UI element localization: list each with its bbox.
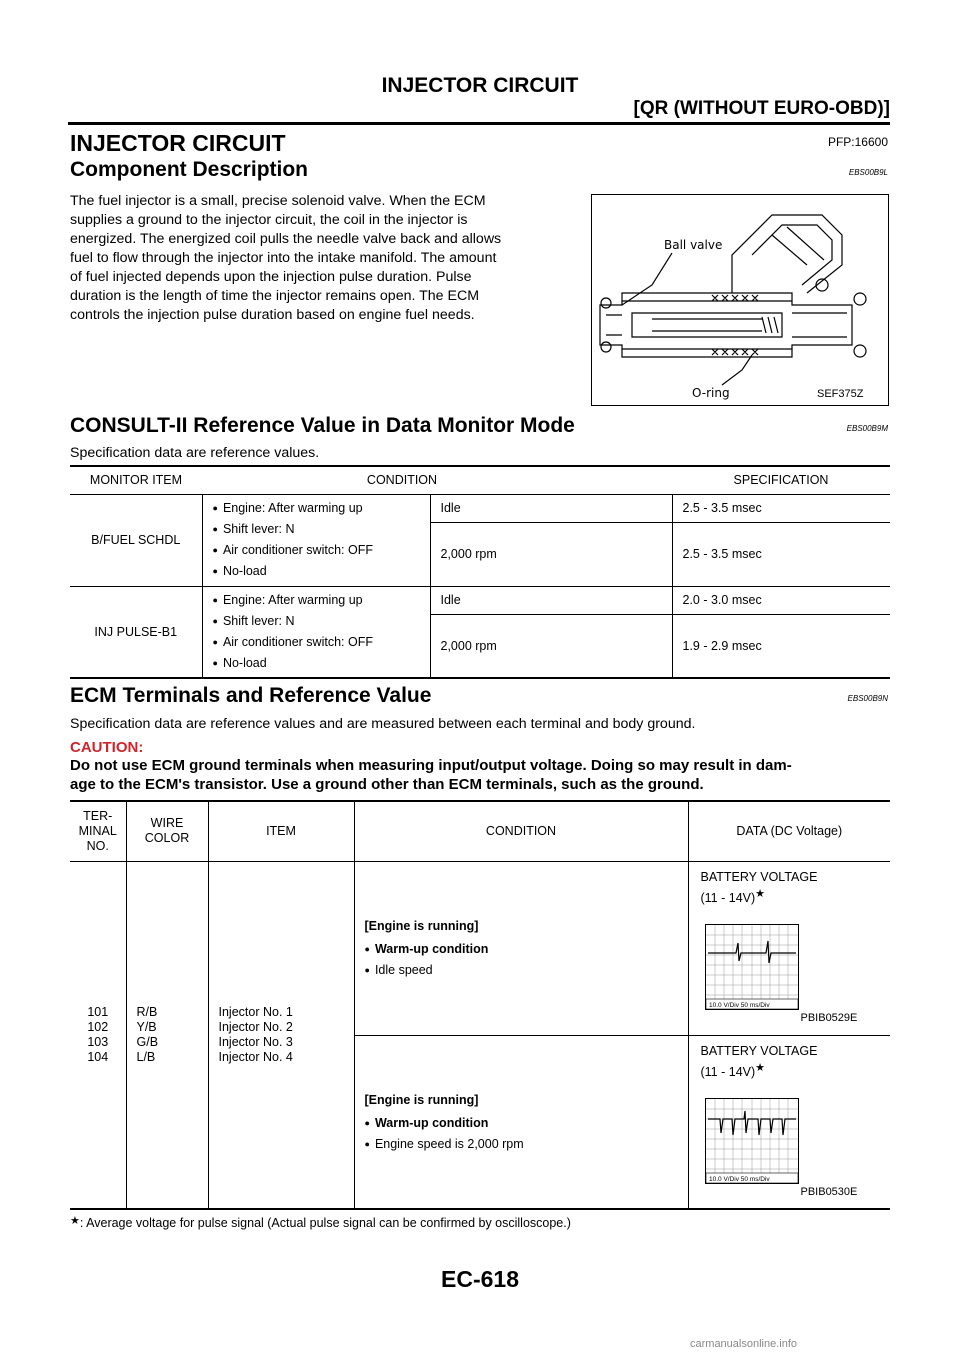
- oscilloscope-2000rpm: [705, 1098, 799, 1184]
- bullet: ● Shift lever: N: [213, 614, 420, 628]
- ecm-note: Specification data are reference values and are measured between each terminal and body ground.: [70, 716, 696, 732]
- section-title: INJECTOR CIRCUIT: [70, 130, 286, 156]
- wire-colors: R/B Y/B G/B L/B: [126, 861, 208, 1209]
- bullet: ● Engine: After warming up: [213, 501, 420, 515]
- terminal-numbers: 101 102 103 104: [70, 861, 126, 1209]
- component-description-code: EBS00B9L: [848, 168, 888, 177]
- svg-text:10.0 V/Div 50 ms/Div: 10.0 V/Div 50 ms/Div: [708, 1001, 770, 1009]
- running-header-subtitle: [QR (WITHOUT EURO-OBD)]: [633, 98, 890, 119]
- table-header-row: [70, 466, 890, 494]
- caution-heading: CAUTION:: [70, 739, 144, 756]
- bullet: ● No-load: [213, 564, 420, 578]
- para-line: The fuel injector is a small, precise solenoid valve. When the ECM: [70, 193, 486, 209]
- caution-line: age to the ECM's transistor. Use a ground other than ECM terminals, such as the ground.: [70, 776, 704, 793]
- data-cell: BATTERY VOLTAGE (11 - 14V)★ 10.0 V/Div 50 ms/Div PBIB0530E: [688, 1035, 890, 1209]
- bullet: ● Idle speed: [365, 963, 688, 977]
- consult-code: EBS00B9M: [846, 424, 888, 433]
- items: Injector No. 1 Injector No. 2 Injector No. 3 Injector No. 4: [208, 861, 354, 1209]
- svg-text:10.0 V/Div 50 ms/Div: 10.0 V/Div 50 ms/Div: [708, 1175, 770, 1183]
- star-icon: ★: [70, 1215, 80, 1227]
- watermark: carmanualsonline.info: [690, 1338, 798, 1350]
- table-row: [70, 494, 890, 522]
- condition-bullets: [202, 494, 430, 586]
- table-row: [70, 586, 890, 614]
- specification: 2.5 - 3.5 msec: [672, 494, 890, 522]
- para-line: controls the injection pulse duration based on engine fuel needs.: [70, 307, 475, 323]
- condition-header: CONDITION: [354, 801, 688, 861]
- footnote: ★: Average voltage for pulse signal (Actual pulse signal can be confirmed by oscilloscope.): [70, 1215, 571, 1230]
- figure-code: PBIB0529E: [800, 1011, 858, 1024]
- page-number: EC-618: [441, 1266, 519, 1292]
- consult-note: Specification data are reference values.: [70, 445, 320, 461]
- para-line: duration is the length of time the injector remains open. The ECM: [70, 288, 480, 304]
- bullet: ● Warm-up condition: [365, 1116, 688, 1130]
- sub-condition: Idle: [430, 494, 672, 522]
- caution-body: [70, 756, 892, 794]
- monitor-item: B/FUEL SCHDL: [70, 494, 202, 586]
- col-header: SPECIFICATION: [733, 473, 829, 488]
- figure-code: PBIB0530E: [800, 1185, 858, 1198]
- star-icon: ★: [755, 887, 766, 900]
- caution-line: Do not use ECM ground terminals when measuring input/output voltage. Doing so may result in dam-: [70, 757, 792, 774]
- injector-cutaway-illustration: [592, 195, 888, 405]
- condition-bullets: [202, 586, 430, 678]
- ecm-table: [70, 800, 890, 1210]
- sub-condition: 2,000 rpm: [430, 522, 672, 586]
- running-header-title: INJECTOR CIRCUIT: [381, 74, 579, 97]
- terminal-header: TER- MINAL NO.: [70, 801, 126, 861]
- section-code: PFP:16600: [827, 135, 888, 149]
- figure-code: SEF375Z: [817, 388, 864, 400]
- oscilloscope-idle: [705, 924, 799, 1010]
- ball-valve-label: Ball valve: [664, 238, 723, 252]
- specification: 2.5 - 3.5 msec: [672, 522, 890, 586]
- waveform-idle-icon: [706, 925, 798, 1009]
- data-header: DATA (DC Voltage): [736, 824, 843, 839]
- bullet: ● Air conditioner switch: OFF: [213, 635, 420, 649]
- header-rule: [68, 122, 890, 125]
- table-row: [70, 861, 890, 1035]
- component-description-heading: Component Description: [70, 158, 309, 181]
- wire-header: WIRE COLOR: [126, 801, 208, 861]
- specification: 1.9 - 2.9 msec: [672, 614, 890, 678]
- consult-table: [70, 465, 890, 679]
- component-description-text: [70, 192, 578, 325]
- bullet: ● Air conditioner switch: OFF: [213, 543, 420, 557]
- bullet: ● Engine speed is 2,000 rpm: [365, 1137, 688, 1151]
- o-ring-label: O-ring: [692, 386, 730, 400]
- waveform-2000rpm-icon: [706, 1099, 798, 1183]
- star-icon: ★: [755, 1061, 766, 1074]
- para-line: energized. The energized coil pulls the needle valve back and allows: [70, 231, 502, 247]
- ecm-heading: ECM Terminals and Reference Value: [70, 684, 432, 707]
- item-header: ITEM: [208, 801, 354, 861]
- ecm-code: EBS00B9N: [847, 694, 888, 703]
- col-header: MONITOR ITEM: [89, 473, 183, 488]
- para-line: of fuel injected depends upon the injection pulse duration. Pulse: [70, 269, 472, 285]
- para-line: supplies a ground to the injector circuit, the coil in the injector is: [70, 212, 468, 228]
- bullet: ● No-load: [213, 656, 420, 670]
- para-line: fuel to flow through the injector into the intake manifold. The amount: [70, 250, 497, 266]
- bullet: ● Shift lever: N: [213, 522, 420, 536]
- consult-heading: CONSULT-II Reference Value in Data Monitor Mode: [70, 414, 575, 437]
- condition-cell: [Engine is running] ● Warm-up condition ● Idle speed: [354, 861, 688, 1035]
- table-header-row: [70, 801, 890, 861]
- bullet: ● Warm-up condition: [365, 942, 688, 956]
- col-header: CONDITION: [366, 473, 438, 488]
- sub-condition: 2,000 rpm: [430, 614, 672, 678]
- data-cell: BATTERY VOLTAGE (11 - 14V)★ 10.0 V/Div 50 ms/Div PBIB0529E: [688, 861, 890, 1035]
- bullet: ● Engine: After warming up: [213, 593, 420, 607]
- monitor-item: INJ PULSE-B1: [70, 586, 202, 678]
- injector-diagram: [591, 194, 889, 406]
- specification: 2.0 - 3.0 msec: [672, 586, 890, 614]
- sub-condition: Idle: [430, 586, 672, 614]
- condition-cell: [Engine is running] ● Warm-up condition ● Engine speed is 2,000 rpm: [354, 1035, 688, 1209]
